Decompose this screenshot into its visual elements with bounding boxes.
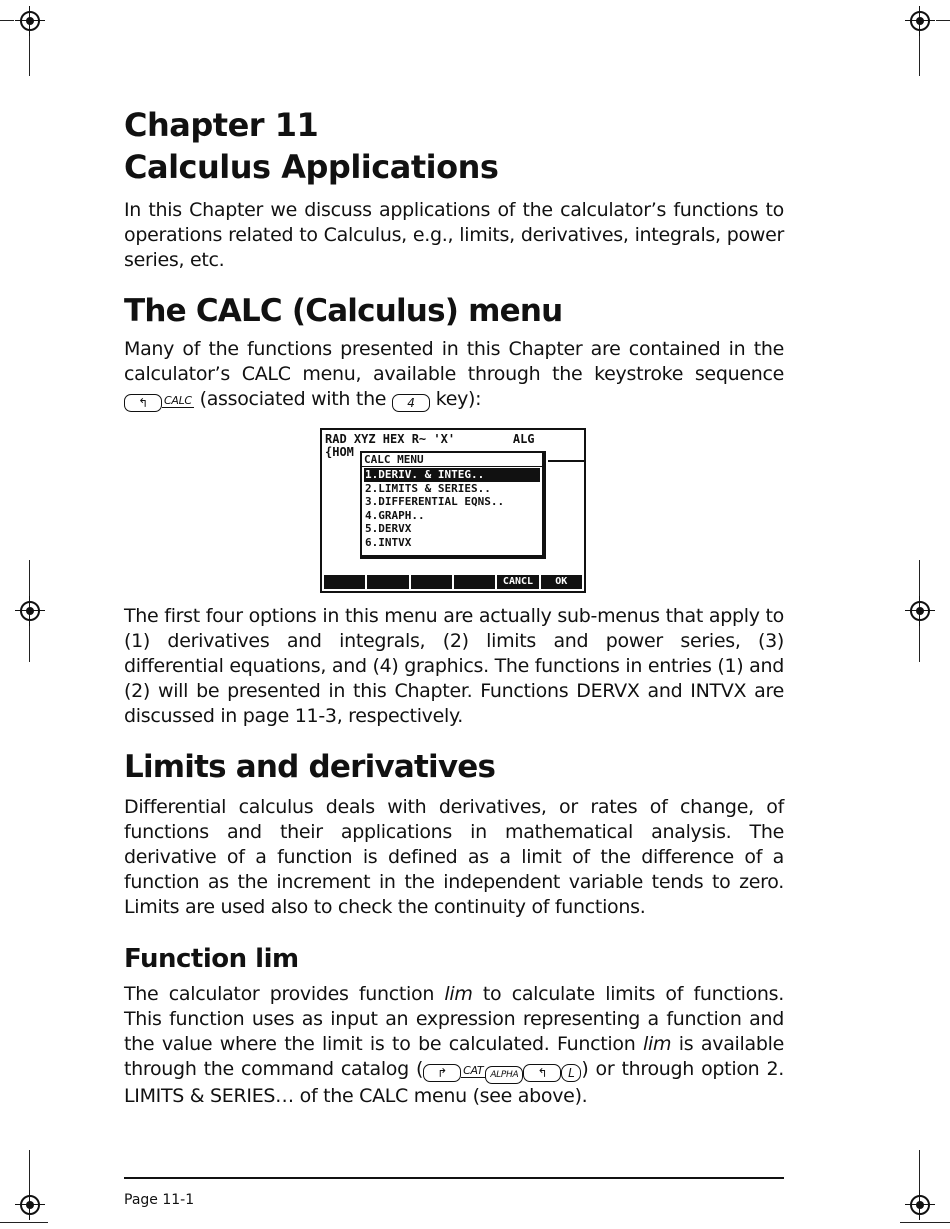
registration-mark-bottom-left xyxy=(15,1190,45,1220)
softkey-1[interactable] xyxy=(324,575,365,589)
function-lim-heading: Function lim xyxy=(124,944,299,974)
status-line: RAD XYZ HEX R~ 'X' ALG xyxy=(325,432,535,446)
crop-mark xyxy=(29,36,30,76)
crop-mark xyxy=(29,1150,30,1190)
limits-derivatives-paragraph: Differential calculus deals with derivatives, or rates of change, of functions and their applications in mathematical analysis. The derivative of a function is defined as a limit of the difference of a function as the increment in the independent variable tends to zero. Limits are used also to check the continuity of functions. xyxy=(124,796,784,918)
page-content xyxy=(124,104,784,412)
chapter-label: Chapter 11 xyxy=(124,106,319,144)
function-lim-paragraph xyxy=(124,982,784,1109)
calc-menu-box xyxy=(360,451,546,559)
crop-mark xyxy=(919,36,920,76)
calc-menu-paragraph xyxy=(124,337,784,412)
registration-mark-bottom-right xyxy=(905,1190,935,1220)
lim-italic-2: lim xyxy=(643,1033,672,1055)
crop-mark xyxy=(900,1222,950,1223)
crop-mark xyxy=(936,20,950,21)
cat-key-label: CAT xyxy=(463,1064,484,1077)
softkey-2[interactable] xyxy=(367,575,408,589)
registration-mark-mid-right xyxy=(905,596,935,626)
calc-key-label: CALC xyxy=(164,394,192,407)
crop-mark xyxy=(0,20,14,21)
menu-item-intvx[interactable]: 6.INTVX xyxy=(365,535,412,549)
calc-menu-text-after: key): xyxy=(435,388,482,410)
alpha-key-icon: ALPHA xyxy=(485,1066,523,1084)
left-shift-key-icon-2: ↰ xyxy=(523,1064,561,1082)
status-line-directory: {HOM xyxy=(325,445,354,459)
menu-item-deriv-integ[interactable]: 1.DERIV. & INTEG.. xyxy=(364,468,540,482)
softkey-ok[interactable]: OK xyxy=(541,575,582,589)
chapter-title: Calculus Applications xyxy=(124,148,499,186)
crop-mark xyxy=(919,560,920,596)
left-shift-key-icon: ↰ xyxy=(124,394,162,412)
crop-mark xyxy=(0,1222,48,1223)
softkey-bar xyxy=(324,575,582,589)
limits-derivatives-heading: Limits and derivatives xyxy=(124,749,496,785)
menu-item-graph[interactable]: 4.GRAPH.. xyxy=(365,508,425,522)
registration-mark-top-left xyxy=(15,6,45,36)
lim-italic-1: lim xyxy=(444,983,473,1005)
registration-mark-top-right xyxy=(905,6,935,36)
menu-item-dervx[interactable]: 5.DERVX xyxy=(365,522,412,535)
crop-mark xyxy=(29,560,30,596)
registration-mark-mid-left xyxy=(15,596,45,626)
footer-rule xyxy=(124,1177,784,1179)
menu-item-limits-series[interactable]: 2.LIMITS & SERIES.. xyxy=(365,481,491,495)
screen-divider xyxy=(548,460,584,462)
calc-menu-title: CALC MENU xyxy=(362,453,542,467)
lim-text-3: is available through the command catalog ( xyxy=(124,1033,784,1080)
crop-mark xyxy=(919,626,920,662)
menu-item-differential-eqns[interactable]: 3.DIFFERENTIAL EQNS.. xyxy=(365,495,505,508)
softkey-4[interactable] xyxy=(454,575,495,589)
right-shift-key-icon: ↱ xyxy=(423,1064,461,1082)
calculator-screen xyxy=(320,428,586,593)
lim-text-1: The calculator provides function xyxy=(124,983,435,1005)
key-4-icon: 4 xyxy=(392,394,430,412)
calc-menu-paragraph-2: The first four options in this menu are actually sub-menus that apply to (1) derivatives and integrals, (2) limits and power series, (3) differential equations, and (4) graphics. The functions in entries (1) and (2) will be presented in this Chapter. Functions DERVX and INTVX are discussed in page 11-3, respectively. xyxy=(124,605,784,727)
calc-menu-text-mid: (associated with the xyxy=(199,388,387,410)
softkey-3[interactable] xyxy=(411,575,452,589)
softkey-cancel[interactable]: CANCL xyxy=(497,575,538,589)
calc-menu-text-before: Many of the functions presented in this Chapter are contained in the calculator’s CALC menu, available through the keystroke sequence xyxy=(124,338,784,385)
l-key-icon: L xyxy=(561,1064,581,1082)
lim-text-4: ) or through option 2. LIMITS & SERIES… of the CALC menu (see above). xyxy=(124,1058,784,1107)
page-number: Page 11-1 xyxy=(124,1192,195,1208)
intro-paragraph: In this Chapter we discuss applications of the calculator’s functions to operations related to Calculus, e.g., limits, derivatives, integrals, power series, etc. xyxy=(124,199,784,271)
page-content-lower xyxy=(124,604,784,1109)
crop-mark xyxy=(29,626,30,662)
calc-menu-heading: The CALC (Calculus) menu xyxy=(124,293,563,329)
crop-mark xyxy=(919,1150,920,1190)
lim-text-2: to calculate limits of functions. This function uses as input an expression representing a function and the value where the limit is to be calculated. Function xyxy=(124,983,784,1055)
